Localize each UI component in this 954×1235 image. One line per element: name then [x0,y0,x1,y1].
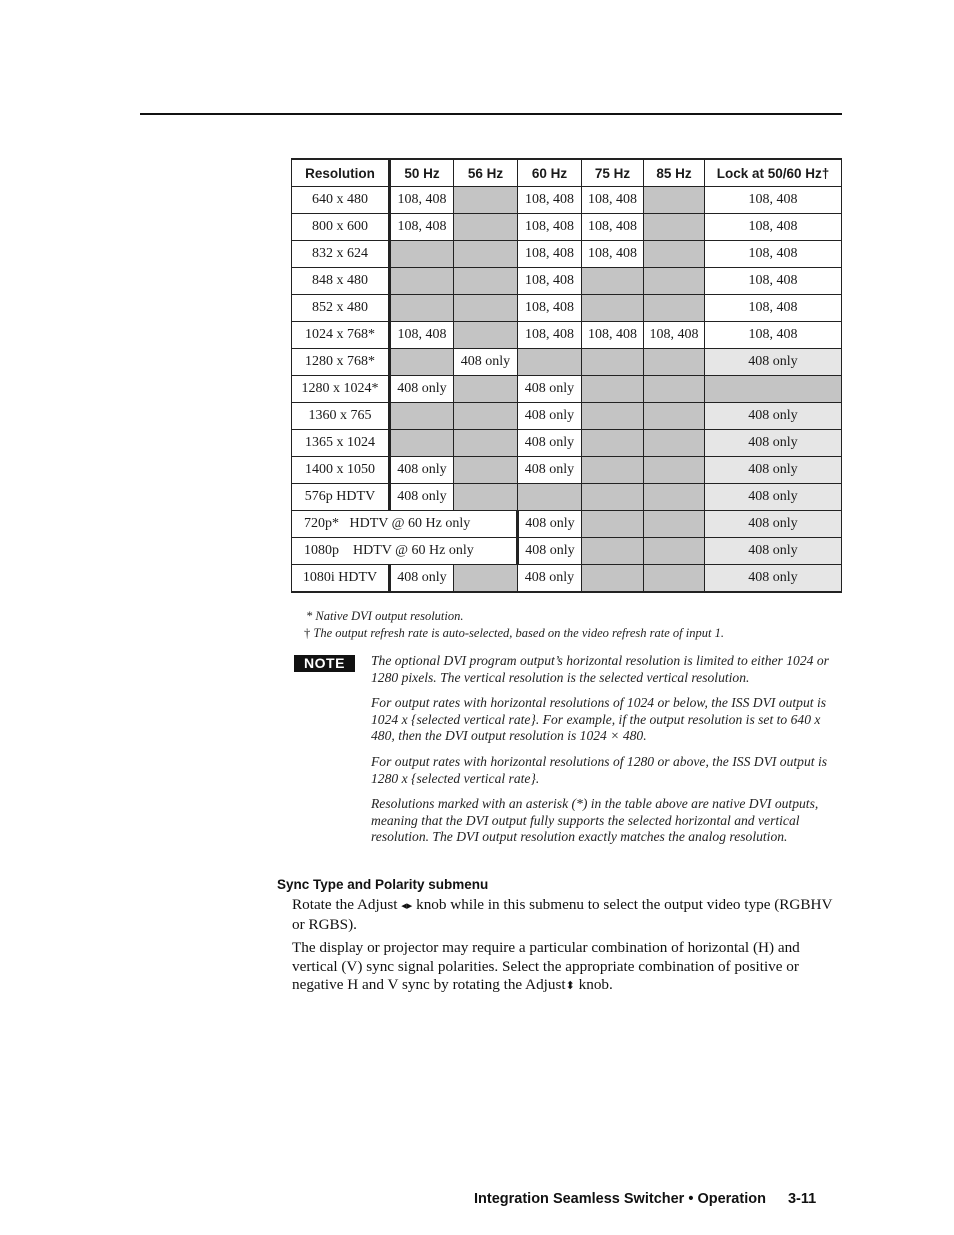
rate-cell: 408 only [518,565,582,593]
rate-cell [390,268,454,295]
header-50hz: 50 Hz [390,159,454,187]
note-paragraph-4: Resolutions marked with an asterisk (*) in the table above are native DVI outputs, meaning that the DVI output fully supports the selected horizontal and vertical resolution. The DVI output resolution exactly matches the analog resolution. [371,796,819,844]
rate-cell [644,430,705,457]
header-60hz: 60 Hz [518,159,582,187]
rate-cell: 108, 408 [644,322,705,349]
rate-cell: 408 only [705,565,842,593]
table-row [292,295,842,322]
rate-cell [518,484,582,511]
rate-cell [582,349,644,376]
rate-cell: 108, 408 [705,187,842,214]
rate-cell: 108, 408 [518,268,582,295]
rate-cell: 108, 408 [390,322,454,349]
rate-cell [454,268,518,295]
rate-cell [582,565,644,593]
note-paragraph-1: The optional DVI program output’s horizontal resolution is limited to either 1024 or 1280 pixels. The vertical resolution is the selected vertical resolution. [371,653,829,685]
rate-cell [454,565,518,593]
rate-cell [454,241,518,268]
resolution-cell: 1280 x 768* [292,349,390,376]
rate-cell: 408 only [705,430,842,457]
table-row [292,322,842,349]
resolution-cell: 576p HDTV [292,484,390,511]
note-paragraph-2: For output rates with horizontal resolutions of 1024 or below, the ISS DVI output is 1024 x {selected vertical rate}. For example, if the output resolution is set to 640 x 480, then the DVI output resolution is 1024 × 480. [371,695,827,743]
resolution-cell: 1365 x 1024 [292,430,390,457]
table-row [292,511,842,538]
rate-cell [582,376,644,403]
table-row [292,430,842,457]
up-down-arrow-icon: ⬍ [565,980,575,992]
rate-cell [454,403,518,430]
rate-cell: 408 only [705,349,842,376]
rate-cell [644,484,705,511]
table-header-row [292,159,842,187]
rate-cell: 408 only [705,403,842,430]
rate-cell [582,457,644,484]
header-75hz: 75 Hz [582,159,644,187]
rate-cell: 108, 408 [705,322,842,349]
footnote-auto [304,626,724,641]
rate-cell: 408 only [518,538,582,565]
table-row [292,403,842,430]
footnote-auto-text: The output refresh rate is auto-selected, based on the video refresh rate of input 1. [313,626,724,640]
note-paragraph-3: For output rates with horizontal resolutions of 1280 or above, the ISS DVI output is 1280 x {selected vertical rate}. [371,754,828,786]
rate-cell: 108, 408 [582,187,644,214]
rate-cell [582,430,644,457]
rate-cell [644,241,705,268]
table-row [292,376,842,403]
rate-cell: 408 only [390,565,454,593]
rate-cell: 408 only [705,484,842,511]
rate-cell: 108, 408 [582,241,644,268]
hdtv-label-cell: 1080p HDTV @ 60 Hz only [292,538,518,565]
rate-cell: 108, 408 [705,241,842,268]
table-row [292,241,842,268]
resolution-cell: 800 x 600 [292,214,390,241]
top-rule [140,113,842,115]
rate-cell [644,268,705,295]
section-paragraph-1 [292,896,844,934]
table-row [292,214,842,241]
rate-cell [705,376,842,403]
p1-text-b: knob while in this submenu to select the output video type (RGBHV or RGBS). [292,896,833,933]
rate-cell [454,187,518,214]
rate-cell [582,484,644,511]
rate-cell [454,484,518,511]
p2-text-b: knob. [578,976,613,993]
rate-cell: 108, 408 [705,295,842,322]
rate-cell: 408 only [390,457,454,484]
rate-cell [454,214,518,241]
section-paragraph-2 [292,939,844,996]
rate-cell: 408 only [390,484,454,511]
resolution-cell: 1360 x 765 [292,403,390,430]
rate-cell [644,538,705,565]
rate-cell [454,295,518,322]
rate-cell [644,403,705,430]
table-row [292,349,842,376]
rate-cell [582,295,644,322]
rate-cell [518,349,582,376]
rate-cell: 108, 408 [582,214,644,241]
rate-cell [454,430,518,457]
resolution-cell: 832 x 624 [292,241,390,268]
rate-cell: 108, 408 [705,268,842,295]
rate-cell [582,268,644,295]
rate-cell [644,214,705,241]
rate-cell [644,187,705,214]
rate-cell: 108, 408 [518,241,582,268]
rate-cell [390,241,454,268]
table-row [292,268,842,295]
rate-cell [454,457,518,484]
rate-cell [454,322,518,349]
rate-cell: 408 only [518,430,582,457]
table-row [292,484,842,511]
resolution-cell: 852 x 480 [292,295,390,322]
rate-cell [454,376,518,403]
resolution-cell: 1080i HDTV [292,565,390,593]
rate-cell: 108, 408 [518,322,582,349]
rate-cell: 408 only [518,511,582,538]
header-85hz: 85 Hz [644,159,705,187]
page-number: 3-11 [787,1191,817,1207]
rate-cell: 408 only [390,376,454,403]
p1-text-a: Rotate the Adjust [292,896,398,913]
rate-cell [644,349,705,376]
rate-cell: 108, 408 [390,187,454,214]
rate-cell: 108, 408 [518,295,582,322]
resolution-cell: 848 x 480 [292,268,390,295]
hdtv-label-cell: 720p* HDTV @ 60 Hz only [292,511,518,538]
rate-cell: 408 only [454,349,518,376]
rate-cell: 408 only [518,457,582,484]
rate-cell [644,511,705,538]
note-badge: NOTE [294,655,355,672]
footer-title: Integration Seamless Switcher • Operation [474,1191,766,1207]
rate-cell: 108, 408 [518,187,582,214]
footnote-native: * Native DVI output resolution. [306,609,464,623]
table-row [292,457,842,484]
rate-cell [390,349,454,376]
page-footer [474,1191,816,1207]
rate-cell [582,403,644,430]
left-right-arrow-icon: ◂▸ [401,900,413,912]
rate-cell [644,457,705,484]
rate-cell [390,295,454,322]
rate-cell [582,538,644,565]
rate-cell: 108, 408 [582,322,644,349]
table-row [292,538,842,565]
p2-text-a: The display or projector may require a particular combination of horizontal (H) and vertical (V) sync signal polarities. Select the appropriate combination of positive or negative H and V sync by rotating the Adjust [292,939,800,993]
dagger-symbol: † [304,626,311,640]
resolution-cell: 1024 x 768* [292,322,390,349]
resolution-cell: 1400 x 1050 [292,457,390,484]
rate-cell [390,430,454,457]
section-heading: Sync Type and Polarity submenu [277,877,489,892]
rate-cell: 408 only [705,457,842,484]
header-lock: Lock at 50/60 Hz† [705,159,842,187]
resolution-table [291,158,842,593]
rate-cell: 408 only [705,538,842,565]
rate-cell: 108, 408 [518,214,582,241]
rate-cell: 408 only [518,403,582,430]
rate-cell [644,565,705,593]
table-row [292,187,842,214]
rate-cell: 408 only [705,511,842,538]
header-resolution: Resolution [292,159,390,187]
rate-cell [390,403,454,430]
rate-cell [644,376,705,403]
rate-cell [644,295,705,322]
rate-cell: 408 only [518,376,582,403]
rate-cell: 108, 408 [705,214,842,241]
table-row [292,565,842,593]
header-56hz: 56 Hz [454,159,518,187]
resolution-cell: 1280 x 1024* [292,376,390,403]
resolution-cell: 640 x 480 [292,187,390,214]
rate-cell: 108, 408 [390,214,454,241]
rate-cell [582,511,644,538]
